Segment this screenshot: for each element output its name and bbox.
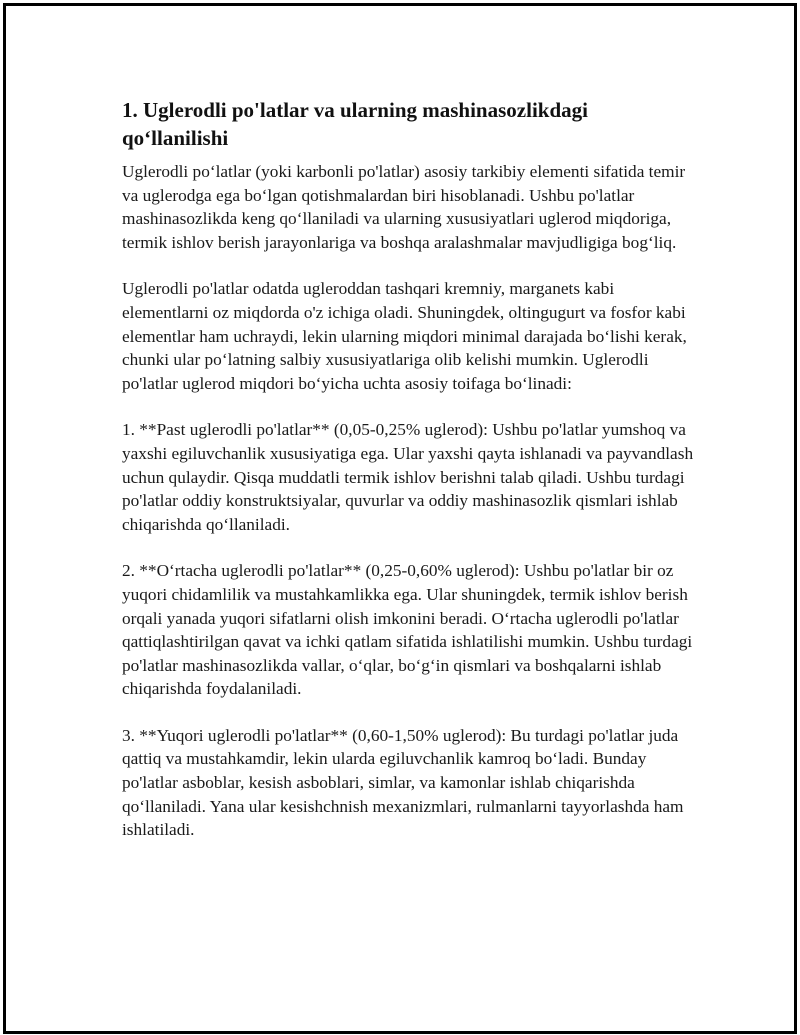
page-frame xyxy=(3,3,797,1034)
paragraph-high-carbon: 3. **Yuqori uglerodli po'latlar** (0,60-1,50% uglerod): Bu turdagi po'latlar juda qattiq va mustahkamdir, lekin ularda egiluvchanlik kamroq bo‘ladi. Bunday po'latlar asboblar, kesish asboblari, simlar, va kamonlar ishlab chiqarishda qo‘llaniladi. Yana ular kesishchnish mexanizmlari, rulmanlarni tayyorlashda ham ishlatiladi. xyxy=(122,725,684,840)
paragraph-medium-carbon: 2. **O‘rtacha uglerodli po'latlar** (0,25-0,60% uglerod): Ushbu po'latlar bir oz yuqori chidamlilik va mustahkamlikka ega. Ular shuningdek, termik ishlov berish orqali yanada yuqori sifatlarni olish imkonini beradi. O‘rtacha uglerodli po'latlar qattiqlashtirilgan qavat va ichki qatlam sifatida ishlatilishi mumkin. Ushbu turdagi po'latlar mashinasozlikda vallar, o‘qlar, bo‘g‘in qismlari va boshqalarni ishlab chiqarishda foydalaniladi. xyxy=(122,561,693,699)
paragraph-low-carbon: 1. **Past uglerodli po'latlar** (0,05-0,25% uglerod): Ushbu po'latlar yumshoq va yaxshi egiluvchanlik xususiyatiga ega. Ular yaxshi qayta ishlanadi va payvandlash uchun qulaydir. Qisqa muddatli termik ishlov berishni talab qiladi. Ushbu turdagi po'latlar oddiy konstruktsiyalar, quvurlar va oddiy mashinasozlik qismlari ishlab chiqarishda qo‘llaniladi. xyxy=(122,420,694,534)
document-body xyxy=(122,96,697,865)
document-title: 1. Uglerodli po'latlar va ularning mashinasozlikdagi qo‘llanilishi xyxy=(122,98,588,150)
paragraph-composition: Uglerodli po'latlar odatda ugleroddan tashqari kremniy, marganets kabi elementlarni oz miqdorda o'z ichiga oladi. Shuningdek, oltingugurt va fosfor kabi elementlar ham uchraydi, lekin ularning miqdori minimal darajada bo‘lishi kerak, chunki ular po‘latning salbiy xususiyatlariga olib kelishi mumkin. Uglerodli po'latlar uglerod miqdori bo‘yicha uchta asosiy toifaga bo‘linadi: xyxy=(122,279,687,393)
paragraph-intro: Uglerodli po‘latlar (yoki karbonli po'latlar) asosiy tarkibiy elementi sifatida temir va uglerodga ega bo‘lgan qotishmalardan biri hisoblanadi. Ushbu po'latlar mashinasozlikda keng qo‘llaniladi va ularning xususiyatlari uglerod miqdoriga, termik ishlov berish jarayonlariga va boshqa aralashmalar mavjudligiga bog‘liq. xyxy=(122,162,686,252)
